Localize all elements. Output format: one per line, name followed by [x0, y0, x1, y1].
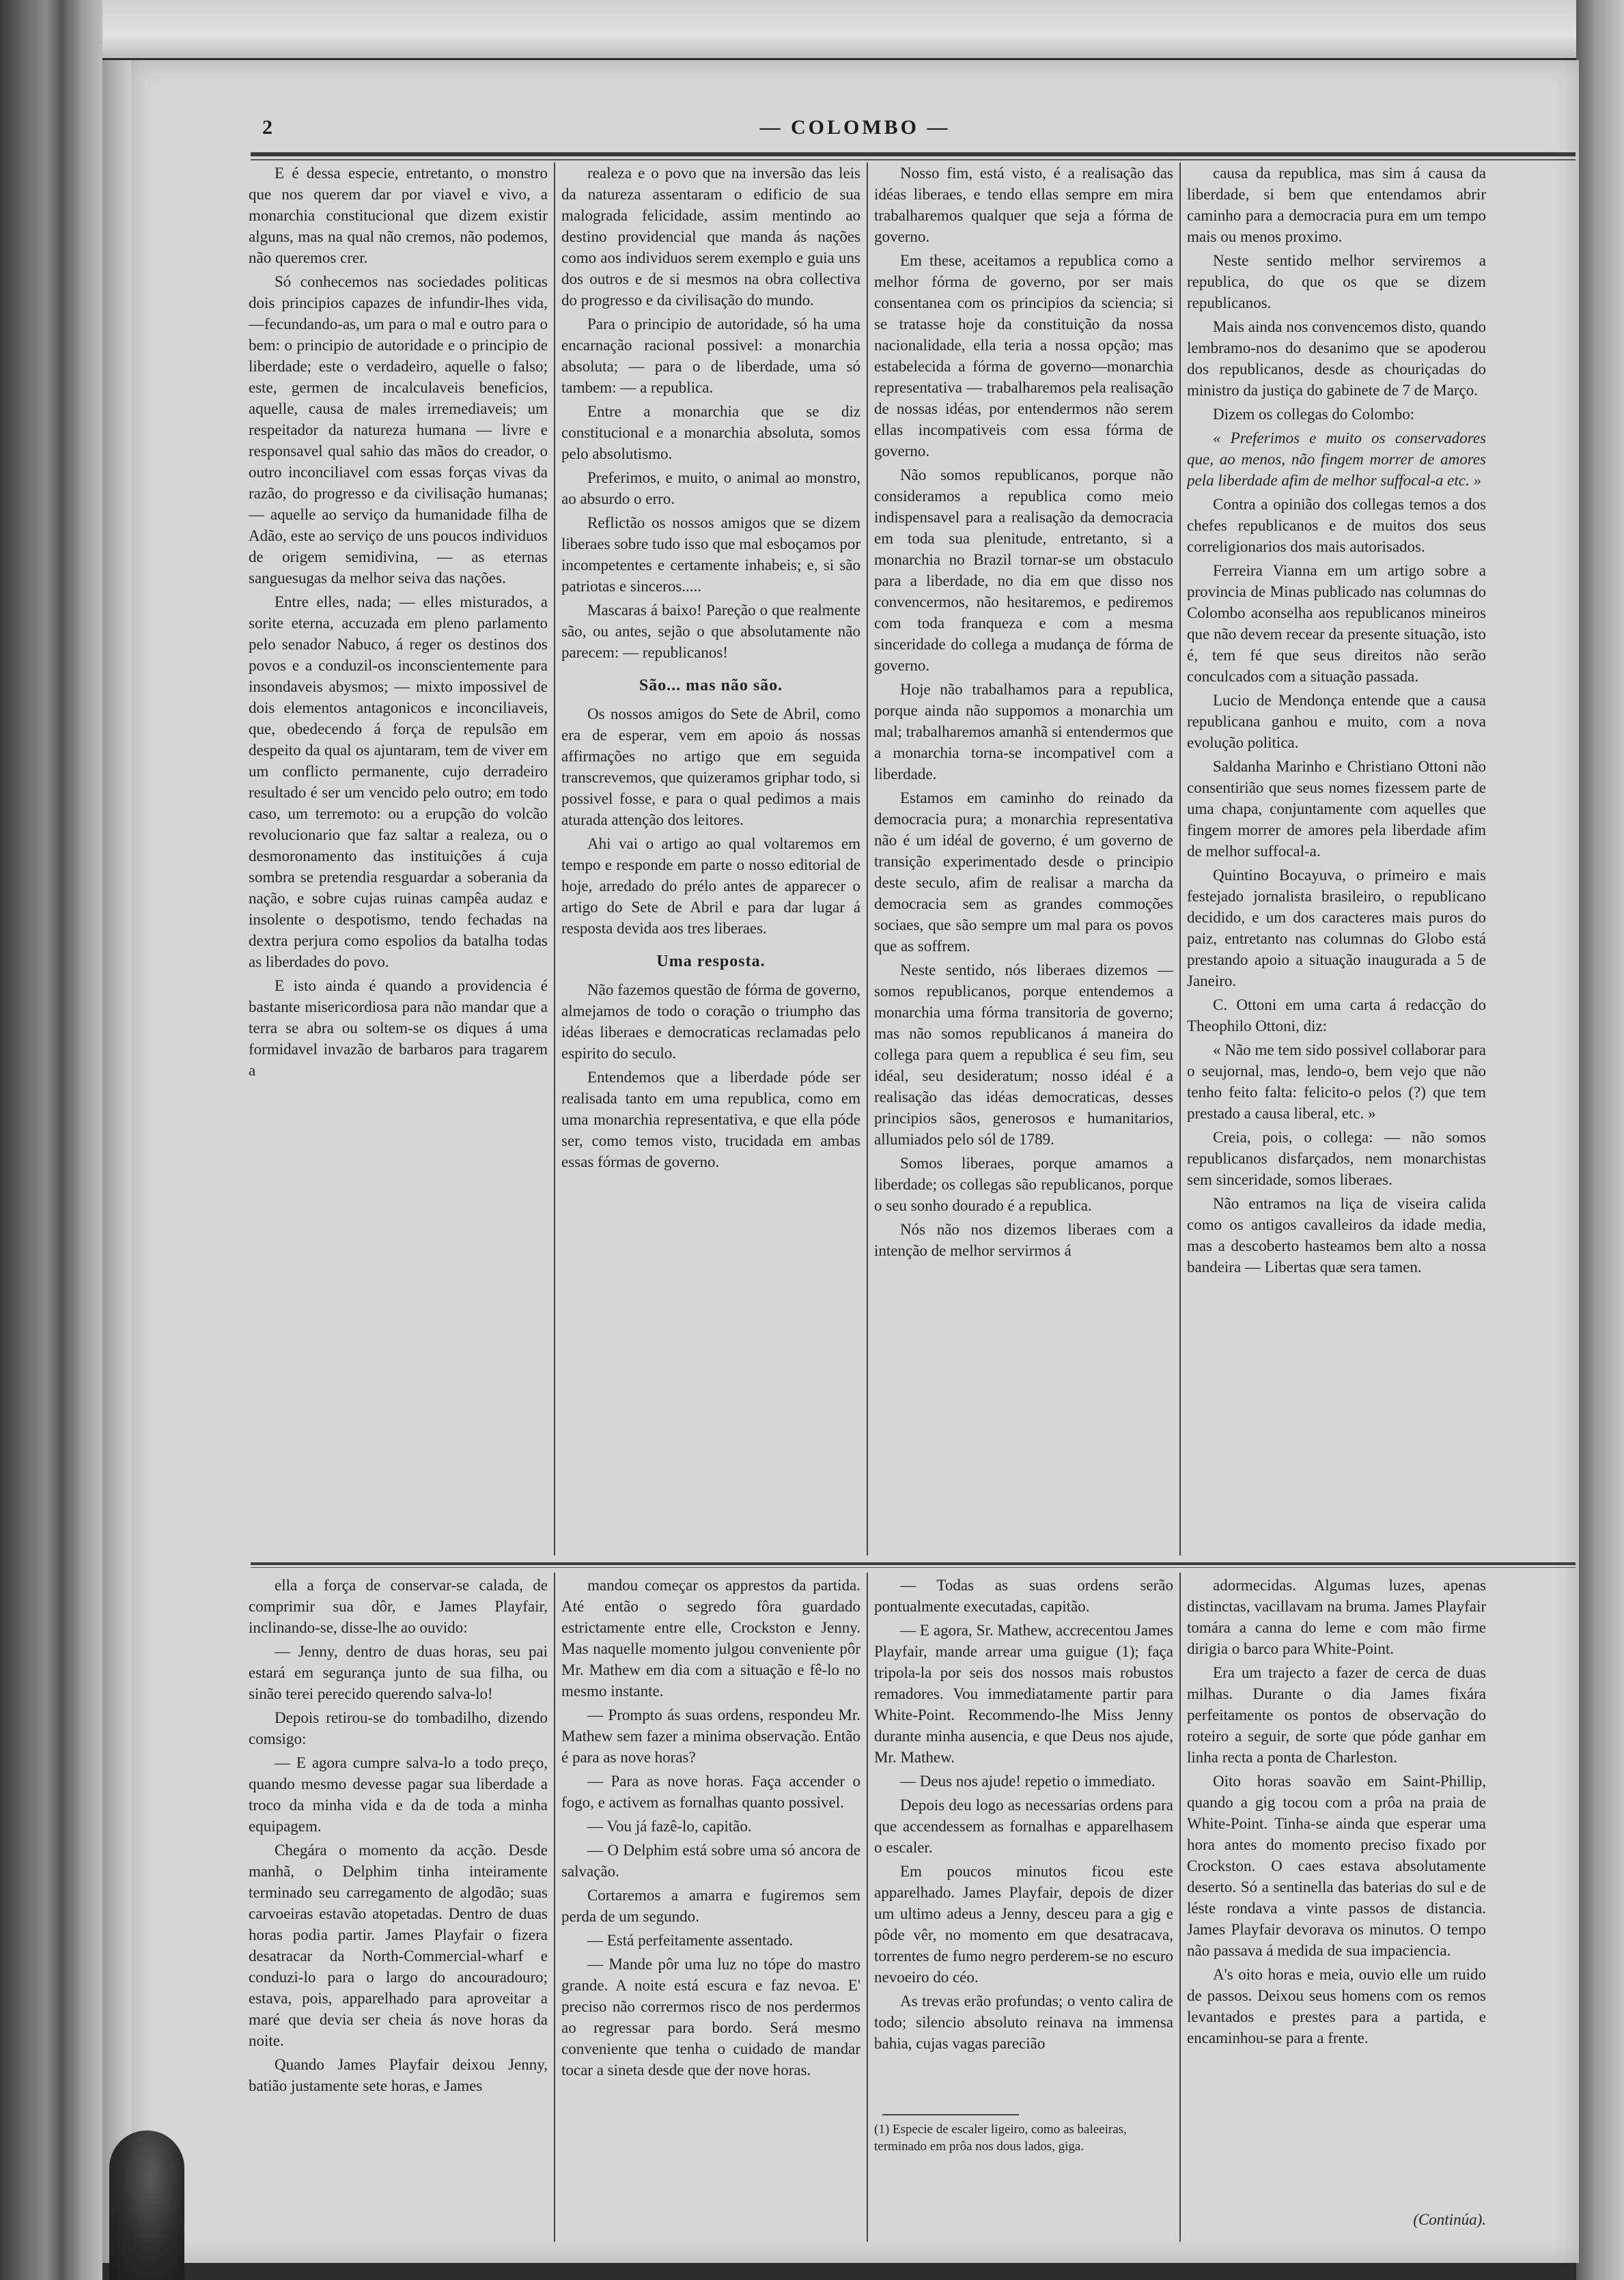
paragraph: Quintino Bocayuva, o primeiro e mais festejado jornalista brasileiro, o republicano decidido, e um dos caracteres mais puros do paiz, entretanto nas columnas do Globo está prestando apoio a situação inaugurada a 5 de Janeiro. — [1187, 867, 1486, 989]
column-divider — [1179, 163, 1181, 1556]
paragraph: mandou começar os apprestos da partida. Até então o segredo fôra guardado estrictamente entre elle, Crockston e Jenny. Mas naquelle momento julgou conveniente pôr Mr. Mathew em dia com a situação e fê-lo no mesmo instante. — [561, 1577, 860, 1700]
quotation: « Preferimos e muito os conservadores que, ao menos, não fingem morrer de amores pela liberdade afim de melhor suffocal-a etc. » — [1187, 430, 1486, 489]
paragraph: Chegára o momento da acção. Desde manhã, o Delphim tinha inteiramente terminado seu carregamento de algodão; suas carvoeiras estavão atopetadas. Dentro de duas horas podia partir. James Playfair o fizera desatracar da North-Commercial-wharf e conduzi-lo para o largo do ancouradouro; estava, pois, apparelhado para aproveitar a maré que devia ser cheia ás nove horas da noite. — [249, 1842, 548, 2049]
column-divider — [554, 163, 555, 1556]
newspaper-title: — COLOMBO — — [759, 116, 951, 139]
paragraph: A's oito horas e meia, ouvio elle um ruido de passos. Deixou seus homens com os remos levantados e prestes para a partida, e encaminhou-se para a frente. — [1187, 1966, 1486, 2046]
serial-column-4 — [1187, 1575, 1486, 2203]
paragraph: — Prompto ás suas ordens, respondeu Mr. Mathew sem fazer a minima observação. Então é para as nove horas? — [561, 1706, 860, 1766]
paragraph: realeza e o povo que na inversão das leis da natureza assentaram o edificio de sua malograda felicidade, assim mentindo ao destino providencial que manda ás nações como aos individuos serem exemplo e guia uns dos outros e de si mesmos na obra collectiva do progresso e da civilisação do mundo. — [561, 165, 860, 309]
paragraph: Hoje não trabalhamos para a republica, porque ainda não suppomos a monarchia um mal; trabalharemos amanhã si entendermos que a monarchia torna-se incompativel com a liberdade. — [874, 681, 1173, 783]
paragraph: Os nossos amigos do Sete de Abril, como era de esperar, vem em apoio ás nossas affirmações no artigo que em seguida transcrevemos, que quizeramos griphar todo, si possivel fosse, e para o qual pedimos a mais aturada attenção dos leitores. — [561, 705, 860, 828]
thumb-holding-page — [109, 2130, 184, 2280]
paragraph: Estamos em caminho do reinado da democracia pura; a monarchia representativa não é um idéal de governo, é um governo de transição experimentado desde o principio deste seculo, afim de realisar a marcha da democracia sem as grandes commoções sociaes, que são sempre um mal para os povos que as soffrem. — [874, 789, 1173, 955]
quotation: « Não me tem sido possivel collaborar para o seujornal, mas, lendo-o, bem vejo que não tenho feito falta: felicito-o pelos (?) que tem prestado a causa liberal, etc. » — [1187, 1041, 1486, 1122]
paragraph: Não fazemos questão de fórma de governo, almejamos de todo o coração o triumpho das idéas liberaes e democraticas reclamadas pelo espirito do seculo. — [561, 981, 860, 1062]
paragraph: — Para as nove horas. Faça accender o fogo, e activem as fornalhas quanto possivel. — [561, 1773, 860, 1811]
folhetim-divider-rule-thin — [251, 1567, 1576, 1568]
paragraph: Neste sentido, nós liberaes dizemos — somos republicanos, porque entendemos a monarchia uma fórma transitoria de governo; mas não somos republicanos á maneira do collega para quem a republica é seu fim, seu idéal, seu desideratum; nosso idéal é a realisação das idéas democraticas, desses principios sãos, generosos e humanitarios, allumiados pelo sól de 1789. — [874, 961, 1173, 1148]
paragraph: — E agora, Sr. Mathew, accrecentou James Playfair, mande arrear uma guigue (1); faça tripola-la por seis dos nossos mais robustos remadores. Vou immediatamente partir para White-Point. Recommendo-lhe Miss Jenny durante minha ausencia, e que Deus nos ajude, Mr. Mathew. — [874, 1622, 1173, 1766]
paragraph: C. Ottoni em uma carta á redacção do Theophilo Ottoni, diz: — [1187, 996, 1486, 1035]
scan-border-top — [0, 0, 1624, 58]
paragraph: Entre a monarchia que se diz constitucional e a monarchia absoluta, somos pelo absolutismo. — [561, 403, 860, 462]
masthead — [131, 116, 1579, 157]
paragraph: Mais ainda nos convencemos disto, quando lembramo-nos do desanimo que se apoderou dos republicanos, desde as chouriçadas do ministro da justiça do gabinete de 7 de Março. — [1187, 318, 1486, 399]
paragraph: adormecidas. Algumas luzes, apenas distinctas, vacillavam na bruma. James Playfair tomára a canna do leme e com mão firme dirigia o barco para White-Point. — [1187, 1577, 1486, 1657]
paragraph: Cortaremos a amarra e fugiremos sem perda de um segundo. — [561, 1887, 860, 1925]
scan-border-right — [1576, 0, 1624, 2280]
column-divider — [1179, 1573, 1181, 2242]
paragraph: E é dessa especie, entretanto, o monstro que nos querem dar por viavel e vivo, a monarchia constitucional que dizem existir alguns, mas na qual não cremos, não podemos, não queremos crer. — [249, 165, 548, 266]
paragraph: Só conhecemos nas sociedades politicas dois principios capazes de infundir-lhes vida,—fecundando-as, um para o mal e outro para o bem: o principio de autoridade e o principio de liberdade; este o verdadeiro, aquelle o falso; este, germen de incalculaveis beneficios, aquelle, causa de males irremediaveis; um respeitador da natureza humana — livre e responsavel qual sahio das mãos do creador, o outro inconciliavel com essas forças vivas da razão, do progresso e da civilisação humanas; — aquelle ao serviço da humanidade filha de Adão, este ao serviço de uns poucos individuos de origem semidivina, — as eternas sanguesugas da melhor seiva das nações. — [249, 273, 548, 587]
paragraph: Não somos republicanos, porque não consideramos a republica como meio indispensavel para a realisação da democracia em toda sua plenitude, entretanto, si a monarchia no Brazil tornar-se um obstaculo para a liberdade, no dia em que disso nos convencermos, não hesitaremos, e pediremos com toda franqueza e com a mesma sinceridade do collega a mudança de fórma de governo. — [874, 466, 1173, 674]
paragraph: Nosso fim, está visto, é a realisação das idéas liberaes, e tendo ellas sempre em mira trabalharemos qualquer que seja a fórma de governo. — [874, 165, 1173, 245]
paragraph: Creia, pois, o collega: — não somos republicanos disfarçados, nem monarchistas sem sinceridade, somos liberaes. — [1187, 1129, 1486, 1188]
paragraph: — E agora cumpre salva-lo a todo preço, quando mesmo devesse pagar sua liberdade a troco da minha vida e da de toda a minha equipagem. — [249, 1754, 548, 1835]
paragraph: — Mande pôr uma luz no tópe do mastro grande. A noite está escura e faz nevoa. E' preciso não corrermos risco de nos perdermos ao regressar para bordo. Será mesmo conveniente que tenha o cuidado de mandar tocar a sineta desde que der nove horas. — [561, 1956, 860, 2079]
folhetim-divider-rule — [251, 1562, 1576, 1565]
paragraph: Depois deu logo as necessarias ordens para que accendessem as fornalhas e apparelhasem o escaler. — [874, 1797, 1173, 1856]
footnote: (1) Especie de escaler ligeiro, como as baleeiras, terminado em prôa nos dous lados, giga. — [874, 2122, 1127, 2154]
paragraph: Mascaras á baixo! Pareção o que realmente são, ou antes, sejão o que absolutamente não parecem: — republicanos! — [561, 602, 860, 661]
paragraph: causa da republica, mas sim á causa da liberdade, si bem que entendamos abrir caminho para a democracia pura em um tempo mais ou menos proximo. — [1187, 165, 1486, 245]
page-binding-fold — [102, 60, 131, 2263]
serial-column-3 — [874, 1575, 1173, 2107]
paragraph: — Vou já fazê-lo, capitão. — [587, 1818, 752, 1835]
article-column-4 — [1187, 163, 1486, 1549]
article-column-2 — [561, 163, 860, 1549]
paragraph: Depois retirou-se do tombadilho, dizendo comsigo: — [249, 1709, 548, 1747]
serial-column-2 — [561, 1575, 860, 2257]
paragraph: ella a força de conservar-se calada, de comprimir sua dôr, e James Playfair, inclinando-se, disse-lhe ao ouvido: — [249, 1577, 548, 1636]
paragraph: Nós não nos dizemos liberaes com a intenção de melhor servirmos á — [874, 1221, 1173, 1259]
paragraph: — Está perfeitamente assentado. — [587, 1932, 794, 1949]
header-rule — [251, 152, 1576, 156]
paragraph: — Deus nos ajude! repetio o immediato. — [900, 1773, 1156, 1790]
paragraph: Reflictão os nossos amigos que se dizem liberaes sobre tudo isso que mal esboçamos por incompetentes e certamente inhabeis; e, si são patriotas e sinceros..... — [561, 514, 860, 595]
column-divider — [867, 163, 868, 1556]
paragraph: As trevas erão profundas; o vento calira de todo; silencio absoluto reinava na immensa bahia, cujas vagas parecião — [874, 1993, 1173, 2052]
paragraph: Para o principio de autoridade, só ha uma encarnação racional possivel: a monarchia absoluta; — para o de liberdade, uma só tambem: — a republica. — [561, 315, 860, 396]
paragraph: Contra a opinião dos collegas temos a dos chefes republicanos e de muitos dos seus correligionarios dos mais autorisados. — [1187, 496, 1486, 555]
paragraph: — Jenny, dentro de duas horas, seu pai estará em segurança junto de sua filha, ou sinão terei perecido querendo salva-lo! — [249, 1643, 548, 1702]
paragraph: E isto ainda é quando a providencia é bastante misericordiosa para não mandar que a terra se abra ou soltem-se os diques á uma formidavel invazão de barbaros para tragarem a — [249, 977, 548, 1079]
paragraph: Preferimos, e muito, o animal ao monstro, ao absurdo o erro. — [561, 469, 860, 507]
paragraph: Dizem os collegas do Colombo: — [1213, 406, 1415, 423]
scan-border-left — [0, 0, 102, 2280]
paragraph: Não entramos na liça de viseira calida como os antigos cavalleiros da idade media, mas a descoberto hasteamos bem alto a nossa bandeira — Libertas quæ sera tamen. — [1187, 1195, 1486, 1276]
paragraph: Lucio de Mendonça entende que a causa republicana ganhou e muito, com a nova evolução politica. — [1187, 692, 1486, 751]
paragraph: Ferreira Vianna em um artigo sobre a provincia de Minas publicado nas columnas do Colombo aconselha aos republicanos mineiros que não devem recear da presente situação, isto é, tem fé que seus direitos não serão conculcados com a situação passada. — [1187, 562, 1486, 685]
paragraph: Somos liberaes, porque amamos a liberdade; os collegas são republicanos, porque o seu sonho dourado é a republica. — [874, 1155, 1173, 1214]
section-heading: Uma resposta. — [656, 953, 766, 970]
paragraph: Em poucos minutos ficou este apparelhado. James Playfair, depois de dizer um ultimo adeus a Jenny, desceu para a gig e pôde vêr, no momento em que desatracava, torrentes de fumo negro perderem-se no escuro nevoeiro do céo. — [874, 1863, 1173, 1986]
column-divider — [867, 1573, 868, 2242]
paragraph: Em these, aceitamos a republica como a melhor fórma de governo, por ser mais consentanea com os principios da sciencia; si se tratasse hoje da constituição da nossa nacionalidade, ella teria a nossa opção; mas estabelecida a fórma de governo—monarchia representativa — trabalharemos pela realisação de nossas idéas, por entendermos não serem ellas incompativeis com essa fórma de governo. — [874, 252, 1173, 460]
section-heading: São... mas não são. — [639, 677, 783, 694]
paragraph: Quando James Playfair deixou Jenny, batião justamente sete horas, e James — [249, 2056, 548, 2094]
article-column-1 — [249, 163, 548, 1549]
footnote-rule — [882, 2114, 1019, 2115]
paragraph: — O Delphim está sobre uma só ancora de salvação. — [561, 1842, 860, 1880]
paragraph: Entre elles, nada; — elles misturados, a sorite eterna, accuzada em pleno parlamento pelo senador Nabuco, á reger os destinos dos povos e a conduzil-os inconscientemente para insondaveis abysmos; — mixto impossivel de dois elementos antagonicos e inconciliaveis, que, obedecendo á força de repulsão em despeito da qual os ajuntaram, tem de viver em um conflicto permanente, cujo derradeiro resultado é ser um vencido pelo outro; em todo caso, um terremoto: ou a erupção do volcão revolucionario que faz saltar a realeza, ou o desmoronamento das instituições á cuja sombra se pretendia resguardar a soberania da nação, e sobre cujas ruinas campêa audaz e insolente o despotismo, tendo fechadas na dextra perjura como espolios da batalha todas as liberdades do povo. — [249, 593, 548, 970]
header-rule-thin — [251, 159, 1576, 160]
newspaper-page — [131, 60, 1579, 2263]
paragraph: Era um trajecto a fazer de cerca de duas milhas. Durante o dia James fixára perfeitamente os pontos de observação do roteiro a seguir, de sorte que póde ganhar em linha recta a ponta de Charleston. — [1187, 1664, 1486, 1766]
paragraph: Ahi vai o artigo ao qual voltaremos em tempo e responde em parte o nosso editorial de hoje, arredado do prélo antes de apparecer o artigo do Sete de Abril e para dar lugar á resposta devida aos tres liberaes. — [561, 835, 860, 937]
page-number: 2 — [262, 116, 272, 139]
serial-column-1 — [249, 1575, 548, 2257]
paragraph: Neste sentido melhor serviremos a republica, do que os que se dizem republicanos. — [1187, 252, 1486, 311]
continued-note: (Continúa). — [1413, 2211, 1486, 2228]
article-column-3 — [874, 163, 1173, 1549]
paragraph: Saldanha Marinho e Christiano Ottoni não consentirião que seus nomes fizessem parte de uma chapa, conjuntamente com aquelles que fingem morrer de amores pela liberdade afim de melhor suffocal-a. — [1187, 758, 1486, 860]
column-divider — [554, 1573, 555, 2242]
paragraph: — Todas as suas ordens serão pontualmente executadas, capitão. — [874, 1577, 1173, 1615]
paragraph: Entendemos que a liberdade póde ser realisada tanto em uma republica, como em uma monarchia representativa, e que ella póde ser, como temos visto, trucidada em ambas essas fórmas de governo. — [561, 1069, 860, 1170]
paragraph: Oito horas soavão em Saint-Phillip, quando a gig tocou com a prôa na praia de White-Point. Tinha-se ainda que esperar uma hora antes do momento preciso fixado por Crockston. O caes estava absolutamente deserto. Só a sentinella das baterias do sul e de léste rondava a vinte passos de distancia. James Playfair devorava os minutos. O tempo não passava á medida de sua impaciencia. — [1187, 1773, 1486, 1959]
